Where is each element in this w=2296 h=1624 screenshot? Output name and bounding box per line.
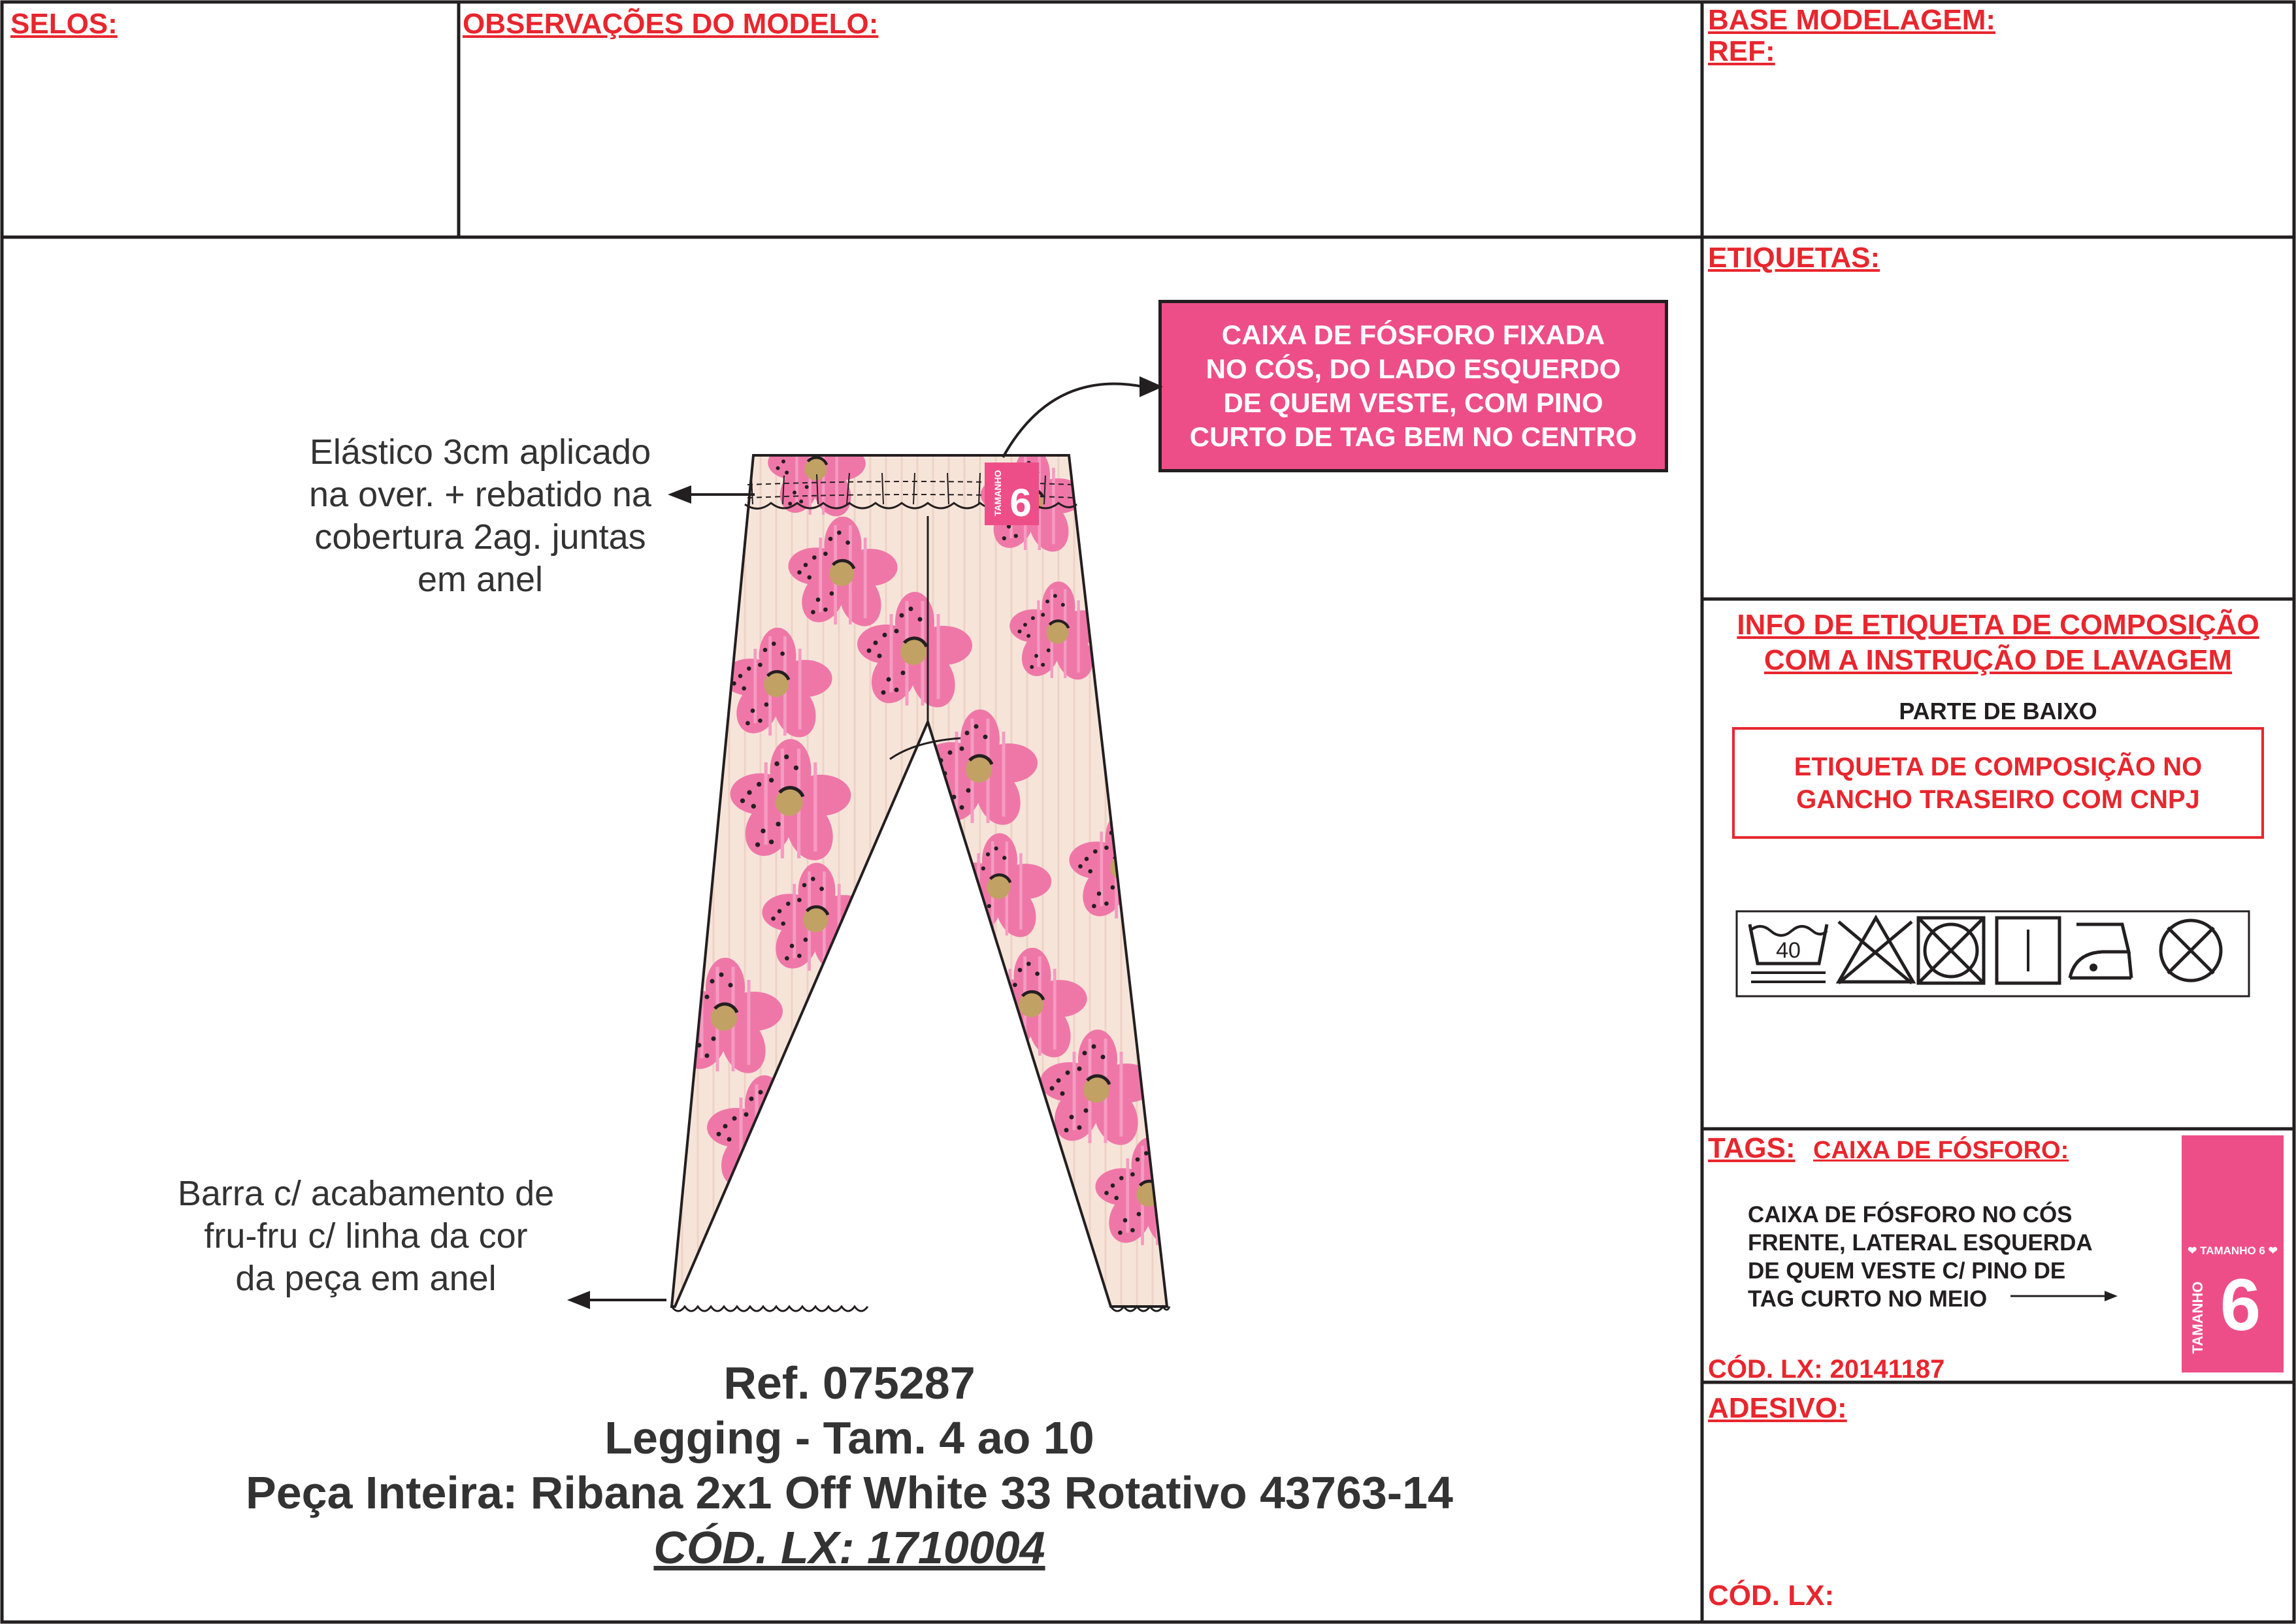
- tags-text-line2: FRENTE, LATERAL ESQUERDA: [1748, 1230, 2093, 1256]
- composition-label-box: [1732, 727, 2264, 839]
- matchbox-tag: [2182, 1135, 2284, 1372]
- cod-lx-tags: CÓD. LX: 20141187: [1708, 1355, 1945, 1384]
- composition-box-line2: GANCHO TRASEIRO COM CNPJ: [1796, 785, 2200, 814]
- product-fabric: Peça Inteira: Ribana 2x1 Off White 33 Rotativo 43763-14: [246, 1467, 1453, 1518]
- elastic-line1: Elástico 3cm aplicado: [309, 432, 651, 472]
- svg-text:6: 6: [1009, 481, 1032, 525]
- elastic-line4: em anel: [417, 560, 544, 599]
- product-ref: Ref. 075287: [723, 1357, 976, 1408]
- cod-lx-adesivo: CÓD. LX:: [1708, 1580, 1835, 1612]
- hem-line3: da peça em anel: [235, 1259, 497, 1298]
- selos-label: SELOS:: [10, 8, 118, 40]
- svg-text:40: 40: [1776, 938, 1801, 963]
- composition-title-line1: INFO DE ETIQUETA DE COMPOSIÇÃO: [1737, 609, 2259, 641]
- tag-number: 6: [2220, 1264, 2261, 1346]
- etiquetas-label: ETIQUETAS:: [1708, 242, 1880, 274]
- tags-label: TAGS:: [1708, 1132, 1796, 1164]
- ref-label: REF:: [1708, 35, 1775, 67]
- tags-text-line4: TAG CURTO NO MEIO: [1748, 1286, 1988, 1312]
- care-symbols-strip: [1735, 910, 2252, 998]
- hem-line2: fru-fru c/ linha da cor: [204, 1216, 528, 1256]
- elastic-line2: na over. + rebatido na: [309, 475, 651, 514]
- product-code: CÓD. LX: 1710004: [653, 1522, 1045, 1573]
- callout-line1: CAIXA DE FÓSFORO FIXADA: [1221, 319, 1605, 350]
- base-modelagem-label: BASE MODELAGEM:: [1708, 4, 1995, 36]
- composition-box-line1: ETIQUETA DE COMPOSIÇÃO NO: [1794, 752, 2203, 781]
- tag-small-text: ❤ TAMANHO 6 ❤: [2188, 1244, 2278, 1257]
- callout-line3: DE QUEM VESTE, COM PINO: [1223, 387, 1603, 418]
- composition-title-line2: COM A INSTRUÇÃO DE LAVAGEM: [1763, 644, 2233, 676]
- parte-de-baixo-label: PARTE DE BAIXO: [1899, 698, 2097, 724]
- elastic-line3: cobertura 2ag. juntas: [314, 517, 646, 557]
- tags-arrow-icon: [2009, 1288, 2120, 1304]
- tag-vertical-text: TAMANHO: [2189, 1281, 2206, 1354]
- adesivo-label: ADESIVO:: [1708, 1392, 1847, 1424]
- caixa-de-fosforo-label: CAIXA DE FÓSFORO:: [1813, 1137, 2069, 1164]
- hem-line1: Barra c/ acabamento de: [177, 1174, 555, 1213]
- svg-text:TAMANHO: TAMANHO: [992, 470, 1003, 516]
- tags-text-line1: CAIXA DE FÓSFORO NO CÓS: [1748, 1202, 2073, 1227]
- tags-text-line3: DE QUEM VESTE C/ PINO DE: [1748, 1258, 2066, 1284]
- observacoes-label: OBSERVAÇÕES DO MODELO:: [463, 8, 879, 40]
- composition-title: [1704, 608, 2292, 678]
- product-name: Legging - Tam. 4 ao 10: [604, 1412, 1094, 1463]
- callout-line2: NO CÓS, DO LADO ESQUERDO: [1205, 353, 1621, 384]
- callout-line4: CURTO DE TAG BEM NO CENTRO: [1189, 421, 1637, 452]
